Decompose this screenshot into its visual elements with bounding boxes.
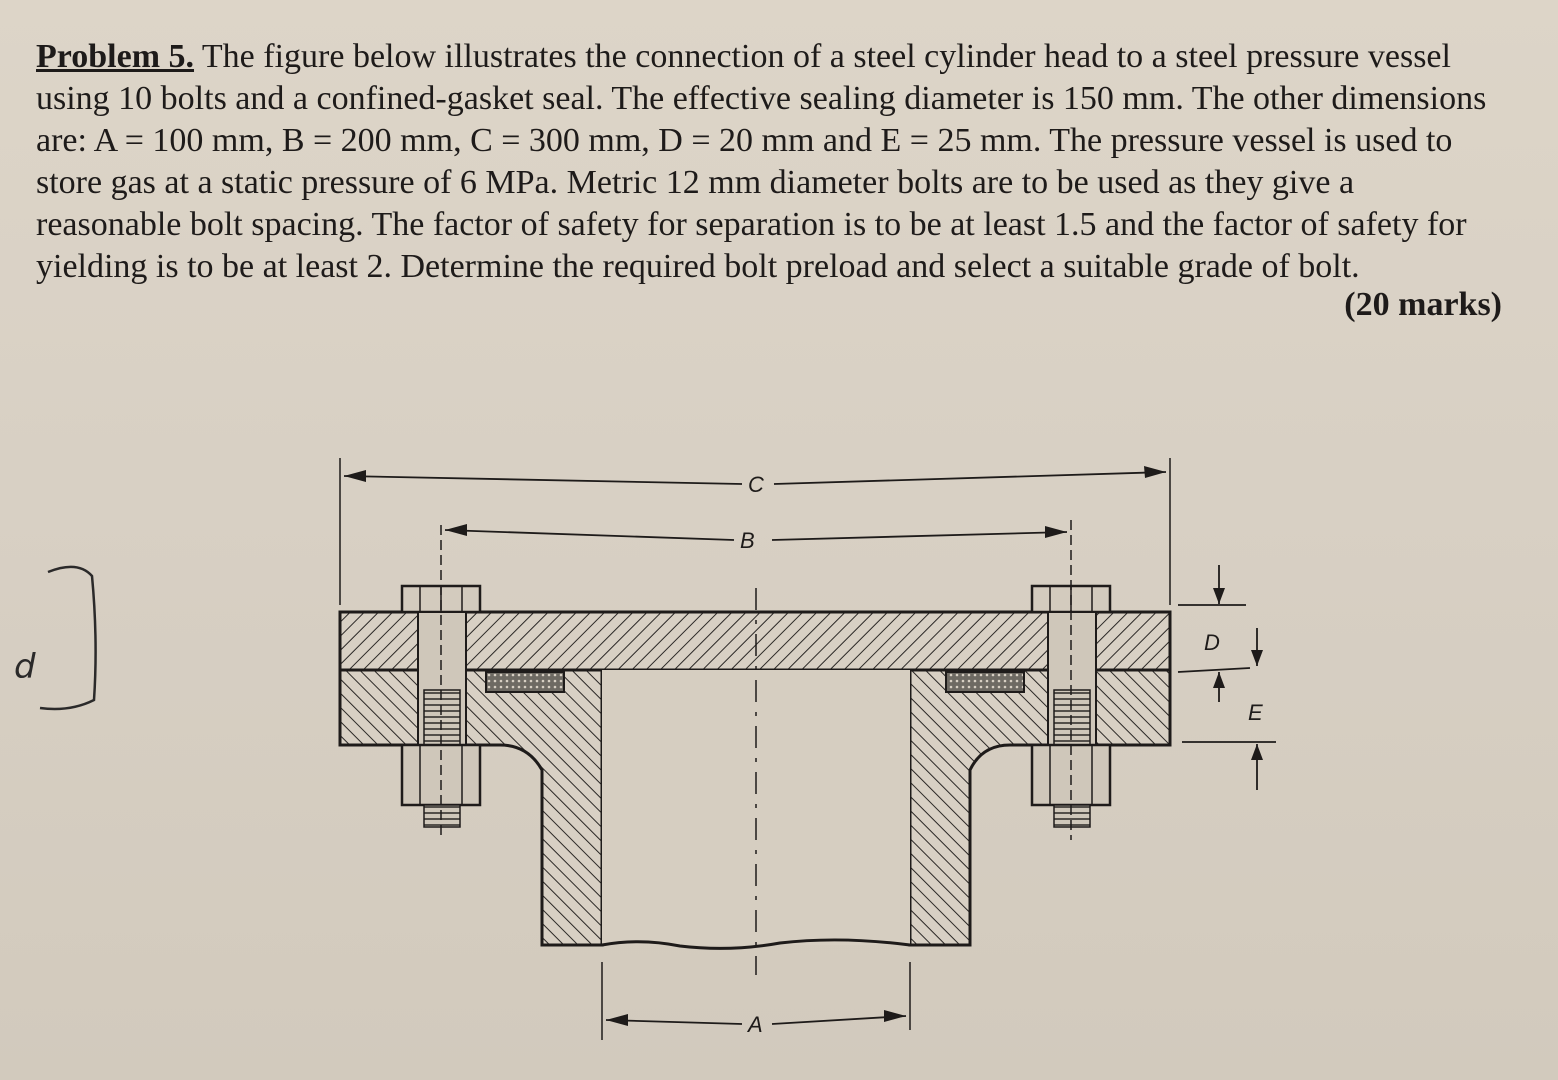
- label-c: C: [748, 472, 764, 497]
- label-b: B: [740, 528, 755, 553]
- handwritten-d: d: [14, 647, 36, 687]
- problem-body: The figure below illustrates the connection of a steel cylinder head to a steel pressure vessel using 10 bolts and a confined-gasket seal. The effective sealing diameter is 150 mm. The other dimensions are: A = 100 mm, B = 200 mm, C = 300 mm, D = 20 mm and E = 25 mm. The pressure vessel is used to store gas at a static pressure of 6 MPa. Metric 12 mm diameter bolts are to be used as they give a reasonable bolt spacing. The factor of safety for separation is to be at least 1.5 and the factor of safety for yielding is to be at least 2. Determine the required bolt preload and select a suitable grade of bolt.: [36, 38, 1487, 285]
- gasket-right: [946, 672, 1024, 692]
- label-a: A: [748, 1012, 763, 1037]
- gasket-left: [486, 672, 564, 692]
- vessel-flange-right: [910, 670, 1170, 945]
- vessel-flange-left: [340, 670, 602, 945]
- marks-label: (20 marks): [1344, 286, 1502, 323]
- dimension-d-e: [1178, 565, 1276, 790]
- handwritten-annotation: [14, 567, 96, 709]
- label-d: D: [1204, 630, 1220, 655]
- problem-title: Problem 5.: [36, 38, 195, 75]
- label-e: E: [1248, 700, 1263, 725]
- dimension-b: [445, 524, 1067, 553]
